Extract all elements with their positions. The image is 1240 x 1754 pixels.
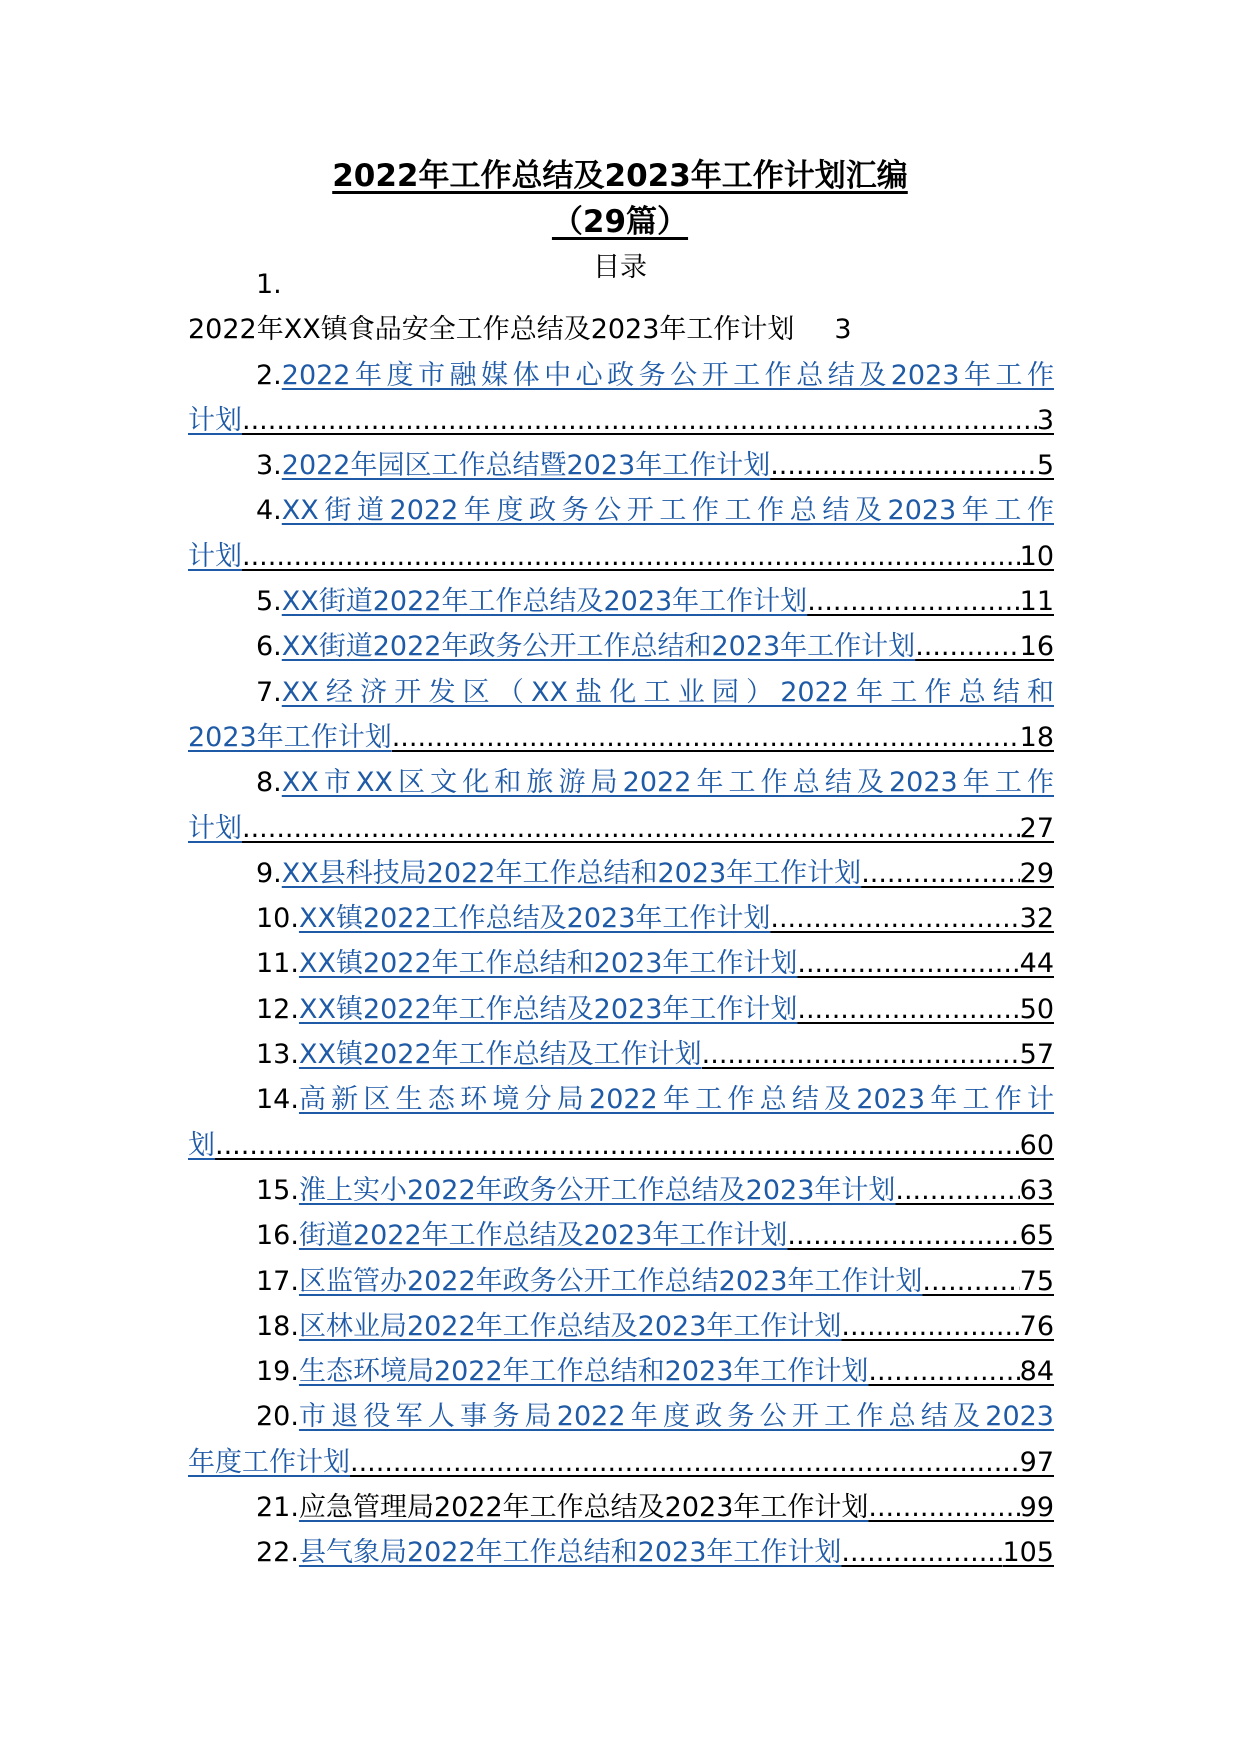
toc-entry-title[interactable]: XX街道2022年政务公开工作总结和2023年工作计划 [281,631,916,663]
toc-entry[interactable] [188,851,1054,896]
toc-entry-title[interactable]: XX镇2022工作总结及2023年工作计划 [298,903,771,935]
toc-entry-number: 8. [256,767,282,799]
toc-entry-title: 2022年XX镇食品安全工作总结及2023年工作计划 [188,314,795,346]
toc-entry[interactable] [188,443,1054,488]
toc-entry[interactable] [188,760,1054,805]
toc-entry-title[interactable]: 生态环境局2022年工作总结和2023年工作计划 [298,1356,869,1388]
toc-dot-leader [797,987,1019,1032]
toc-entry-link[interactable] [299,1530,1003,1575]
toc-dot-leader [242,398,1037,443]
toc-dot-leader [868,1485,1019,1530]
toc-entry-page: 27 [1019,812,1054,844]
toc-entry-number: 18. [256,1310,299,1342]
toc-entry-link-continued[interactable] [188,806,1020,851]
toc-entry-link[interactable]: XX街道2022年度政务公开工作工作总结及2023年工作 [281,495,1054,527]
toc-entry-link[interactable]: XX经济开发区（XX盐化工业园）2022年工作总结和 [281,676,1054,708]
toc-entry-number: 21. [256,1492,299,1524]
toc-dot-leader [868,1349,1019,1394]
toc-entry[interactable] [188,1077,1054,1122]
toc-entry-title[interactable]: 街道2022年工作总结及2023年工作计划 [298,1220,788,1252]
toc-entry-page: 10 [1019,540,1054,572]
toc-entry-number: 9. [256,857,282,889]
toc-entry-link-continued[interactable] [188,715,1020,760]
toc-entry-number: 7. [256,676,282,708]
toc-heading: 目录 [593,252,647,283]
toc-entry-link[interactable] [282,579,1020,624]
toc-entry-link[interactable] [299,941,1020,986]
toc-dot-leader [841,1530,1002,1575]
toc-dot-leader [787,1213,1019,1258]
toc-entry-number: 16. [256,1220,299,1252]
toc-entry-continued[interactable] [188,534,1054,579]
toc-dot-leader [350,1440,1020,1485]
toc-entry-number: 1. [256,269,282,300]
toc-entry-title[interactable]: 2023年工作计划 [188,721,392,753]
toc-entry-page: 44 [1019,948,1054,980]
toc-entry-number: 5. [256,586,282,618]
toc-entry-number: 20. [256,1401,299,1433]
toc-entry[interactable] [188,579,1054,624]
toc-entry-link[interactable] [299,1168,1020,1213]
toc-entry[interactable] [188,1168,1054,1213]
toc-entry[interactable] [188,1213,1054,1258]
toc-entry-title[interactable]: XX镇2022年工作总结及工作计划 [298,1039,702,1071]
toc-dot-leader [797,941,1019,986]
toc-entry-page: 65 [1019,1220,1054,1252]
toc-entry[interactable] [188,1304,1054,1349]
toc-dot-leader [242,806,1020,851]
toc-entry[interactable] [188,488,1054,533]
toc-entry[interactable] [188,1530,1054,1575]
toc-entry-link[interactable]: 市退役军人事务局2022年度政务公开工作总结及2023 [298,1401,1054,1433]
toc-entry-number: 19. [256,1356,299,1388]
toc-entry-page: 99 [1019,1492,1054,1524]
toc-entry-title[interactable]: 划 [188,1129,215,1161]
toc-entry-title[interactable]: 区监管办2022年政务公开工作总结2023年工作计划 [298,1265,923,1297]
toc-entry-link-continued[interactable] [188,398,1037,443]
toc-entry-title[interactable]: XX县科技局2022年工作总结和2023年工作计划 [281,857,862,889]
toc-entry-number: 4. [256,495,282,527]
toc-entry-link[interactable] [299,1259,1020,1304]
toc-entry-page: 11 [1019,586,1054,618]
toc-entry-title[interactable]: 年度工作计划 [188,1446,350,1478]
toc-entry-number: 14. [256,1084,299,1116]
toc-entry-link-continued[interactable] [188,1440,1020,1485]
toc-entry-link[interactable]: 2022年度市融媒体中心政务公开工作总结及2023年工作 [281,359,1054,391]
toc-entry-number: 6. [256,631,282,663]
toc-dot-leader [861,851,1019,896]
toc-dot-leader [841,1304,1019,1349]
toc-entry-title[interactable]: 计划 [188,540,242,572]
toc-dot-leader [807,579,1019,624]
toc-entry-number: 2. [256,359,282,391]
toc-entry-page: 84 [1019,1356,1054,1388]
toc-entry-page: 32 [1019,903,1054,935]
toc-entry-link-continued[interactable] [188,534,1020,579]
toc-entry-link[interactable] [299,1304,1020,1349]
toc-dot-leader [922,1259,1019,1304]
toc-entry-number: 22. [256,1537,299,1569]
toc-entry-link-continued[interactable] [188,1123,1020,1168]
toc-entry-number: 17. [256,1265,299,1297]
toc-entry-title[interactable]: 2022年园区工作总结暨2023年工作计划 [281,450,771,482]
toc-dot-leader [215,1123,1020,1168]
toc-entry-continued[interactable] [188,715,1054,760]
toc-entry-title[interactable]: XX街道2022年工作总结及2023年工作计划 [281,586,808,618]
toc-entry-link[interactable] [299,896,1020,941]
toc-entry-link[interactable] [282,624,1020,669]
toc-entry-title[interactable]: 应急管理局2022年工作总结及2023年工作计划 [298,1492,869,1524]
toc-entry[interactable] [188,1032,1054,1077]
toc-dot-leader [895,1168,1019,1213]
toc-entry-number-line [188,262,1054,307]
toc-entry-link[interactable] [299,1349,1020,1394]
document-title-line2: （29篇） [551,204,689,240]
toc-entry-number: 3. [256,450,282,482]
toc-entry-link[interactable]: 高新区生态环境分局2022年工作总结及2023年工作计 [298,1084,1054,1116]
toc-entry-title[interactable]: XX镇2022年工作总结和2023年工作计划 [298,948,798,980]
toc-entry-number: 11. [256,948,299,980]
toc-entry-link[interactable] [299,987,1020,1032]
toc-entry-link[interactable]: XX市XX区文化和旅游局2022年工作总结及2023年工作 [281,767,1054,799]
toc-dot-leader [702,1032,1020,1077]
toc-entry-title[interactable]: 计划 [188,404,242,436]
toc-entry-page: 3 [1036,404,1054,436]
toc-entry-page: 57 [1019,1039,1054,1071]
toc-entry[interactable] [188,987,1054,1032]
toc-entry-title[interactable]: 区林业局2022年工作总结及2023年工作计划 [298,1310,842,1342]
toc-entry [188,307,1054,352]
toc-entry[interactable] [188,353,1054,398]
toc-entry-page: 18 [1019,721,1054,753]
toc-entry[interactable] [188,624,1054,669]
table-of-contents [188,262,1054,1576]
toc-entry[interactable] [188,1259,1054,1304]
toc-entry-page: 16 [1019,631,1054,663]
toc-entry-number: 10. [256,903,299,935]
toc-entry-title[interactable]: 县气象局2022年工作总结和2023年工作计划 [298,1537,842,1569]
toc-entry-page: 5 [1036,450,1054,482]
toc-dot-leader [770,896,1019,941]
toc-dot-leader [242,534,1020,579]
toc-entry-page: 63 [1019,1174,1054,1206]
toc-entry-continued[interactable] [188,398,1054,443]
toc-entry[interactable] [188,1349,1054,1394]
toc-entry[interactable] [188,670,1054,715]
toc-dot-leader [770,443,1037,488]
toc-entry-page: 97 [1019,1446,1054,1478]
toc-entry-page: 29 [1019,857,1054,889]
toc-entry-link[interactable] [299,1485,1020,1530]
toc-entry-number: 15. [256,1174,299,1206]
toc-entry-title[interactable]: 淮上实小2022年政务公开工作总结及2023年计划 [298,1174,896,1206]
toc-entry[interactable] [188,896,1054,941]
toc-entry[interactable] [188,941,1054,986]
toc-entry-continued[interactable] [188,806,1054,851]
toc-entry-page: 105 [1002,1537,1054,1569]
toc-entry-page: 3 [834,314,852,346]
toc-entry-page: 50 [1019,993,1054,1025]
toc-entry-link[interactable] [299,1213,1020,1258]
toc-entry-link[interactable] [282,851,1020,896]
toc-entry-number: 13. [256,1039,299,1071]
toc-entry-link[interactable] [282,443,1037,488]
document-title-line1: 2022年工作总结及2023年工作计划汇编 [332,158,908,194]
toc-entry[interactable] [188,1485,1054,1530]
toc-entry-title[interactable]: 计划 [188,812,242,844]
toc-entry-continued[interactable] [188,1123,1054,1168]
toc-entry-page: 75 [1019,1265,1054,1297]
toc-dot-leader [392,715,1020,760]
toc-entry-link[interactable] [299,1032,1020,1077]
toc-entry-number: 12. [256,993,299,1025]
toc-entry[interactable] [188,1394,1054,1439]
toc-entry-page: 60 [1019,1129,1054,1161]
toc-dot-leader [915,624,1019,669]
toc-entry-title[interactable]: XX镇2022年工作总结及2023年工作计划 [298,993,798,1025]
toc-entry-page: 76 [1019,1310,1054,1342]
toc-entry-continued[interactable] [188,1440,1054,1485]
